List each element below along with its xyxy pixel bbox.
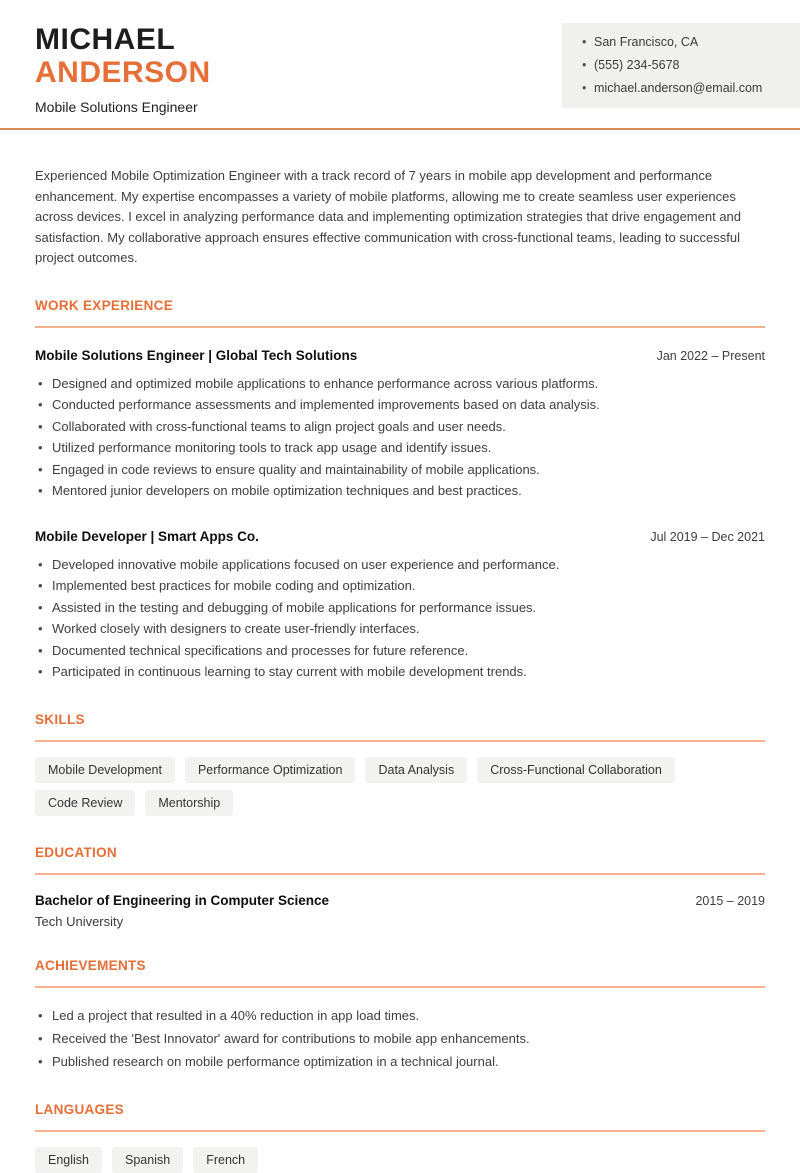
language-tag: Spanish bbox=[112, 1147, 183, 1173]
bullet-item: • Worked closely with designers to create user-friendly interfaces. bbox=[35, 618, 765, 640]
section-title-education: EDUCATION bbox=[35, 844, 117, 860]
section-divider bbox=[35, 326, 765, 328]
contact-location: • San Francisco, CA bbox=[582, 36, 784, 49]
skill-tag: Performance Optimization bbox=[185, 757, 356, 783]
section-divider bbox=[35, 873, 765, 875]
contact-phone: • (555) 234-5678 bbox=[582, 59, 784, 72]
bullet-item: • Collaborated with cross-functional teams to align project goals and user needs. bbox=[35, 416, 765, 438]
skill-tag: Data Analysis bbox=[365, 757, 467, 783]
section-divider bbox=[35, 740, 765, 742]
first-name: MICHAEL bbox=[35, 23, 176, 56]
job-dates: Jan 2022 – Present bbox=[656, 348, 765, 363]
headline-job-title: Mobile Solutions Engineer bbox=[35, 99, 198, 115]
bullet-item: • Conducted performance assessments and implemented improvements based on data analysis. bbox=[35, 394, 765, 416]
bullet-item: • Led a project that resulted in a 40% reduction in app load times. bbox=[35, 1004, 765, 1027]
section-title-skills: SKILLS bbox=[35, 711, 85, 727]
bullet-item: • Assisted in the testing and debugging of mobile applications for performance issues. bbox=[35, 597, 765, 619]
education-school: Tech University bbox=[35, 913, 124, 929]
section-divider bbox=[35, 986, 765, 988]
education-dates: 2015 – 2019 bbox=[695, 893, 765, 908]
skill-tag: Mentorship bbox=[145, 790, 233, 816]
education-degree: Bachelor of Engineering in Computer Science bbox=[35, 892, 330, 908]
language-tag: English bbox=[35, 1147, 102, 1173]
skill-tag: Mobile Development bbox=[35, 757, 175, 783]
bullet-item: • Designed and optimized mobile applications to enhance performance across various platforms. bbox=[35, 373, 765, 395]
section-title-languages: LANGUAGES bbox=[35, 1101, 124, 1117]
bullet-item: • Participated in continuous learning to stay current with mobile development trends. bbox=[35, 661, 765, 683]
bullet-item: • Developed innovative mobile applications focused on user experience and performance. bbox=[35, 554, 765, 576]
job-entry bbox=[35, 348, 765, 502]
last-name: ANDERSON bbox=[35, 56, 211, 89]
bullet-item: • Received the 'Best Innovator' award for contributions to mobile app enhancements. bbox=[35, 1027, 765, 1050]
job-header bbox=[35, 529, 765, 544]
achievements-bullet-list bbox=[35, 1004, 765, 1073]
summary-paragraph: Experienced Mobile Optimization Engineer with a track record of 7 years in mobile app development and performance enhancement. My expertise encompasses a variety of mobile platforms, allowing me to create seamless user experiences across devices. I excel in analyzing performance data and implementing optimization strategies that drive engagement and satisfaction. My collaborative approach ensures effective communication with cross-functional teams, leading to successful project outcomes. bbox=[35, 168, 742, 265]
job-entry bbox=[35, 529, 765, 683]
section-divider bbox=[35, 1130, 765, 1132]
job-bullet-list bbox=[35, 373, 765, 502]
job-title: Mobile Developer | Smart Apps Co. bbox=[35, 528, 259, 544]
job-dates: Jul 2019 – Dec 2021 bbox=[650, 529, 765, 544]
bullet-item: • Engaged in code reviews to ensure quality and maintainability of mobile applications. bbox=[35, 459, 765, 481]
bullet-item: • Mentored junior developers on mobile optimization techniques and best practices. bbox=[35, 480, 765, 502]
education-header bbox=[35, 893, 765, 908]
job-header bbox=[35, 348, 765, 363]
language-tag: French bbox=[193, 1147, 258, 1173]
job-title: Mobile Solutions Engineer | Global Tech Solutions bbox=[35, 347, 358, 363]
languages-tag-list bbox=[35, 1147, 765, 1173]
skill-tag: Cross-Functional Collaboration bbox=[477, 757, 675, 783]
section-title-work-experience: WORK EXPERIENCE bbox=[35, 297, 174, 313]
bullet-item: • Published research on mobile performance optimization in a technical journal. bbox=[35, 1050, 765, 1073]
skill-tag: Code Review bbox=[35, 790, 135, 816]
bullet-item: • Implemented best practices for mobile coding and optimization. bbox=[35, 575, 765, 597]
skills-tag-list bbox=[35, 757, 765, 816]
bullet-item: • Documented technical specifications and processes for future reference. bbox=[35, 640, 765, 662]
section-title-achievements: ACHIEVEMENTS bbox=[35, 957, 146, 973]
job-bullet-list bbox=[35, 554, 765, 683]
contact-box bbox=[562, 23, 800, 108]
name-block bbox=[35, 23, 211, 115]
resume-body bbox=[0, 166, 800, 1173]
contact-email: • michael.anderson@email.com bbox=[582, 82, 784, 95]
resume-header bbox=[0, 0, 800, 130]
bullet-item: • Utilized performance monitoring tools to track app usage and identify issues. bbox=[35, 437, 765, 459]
